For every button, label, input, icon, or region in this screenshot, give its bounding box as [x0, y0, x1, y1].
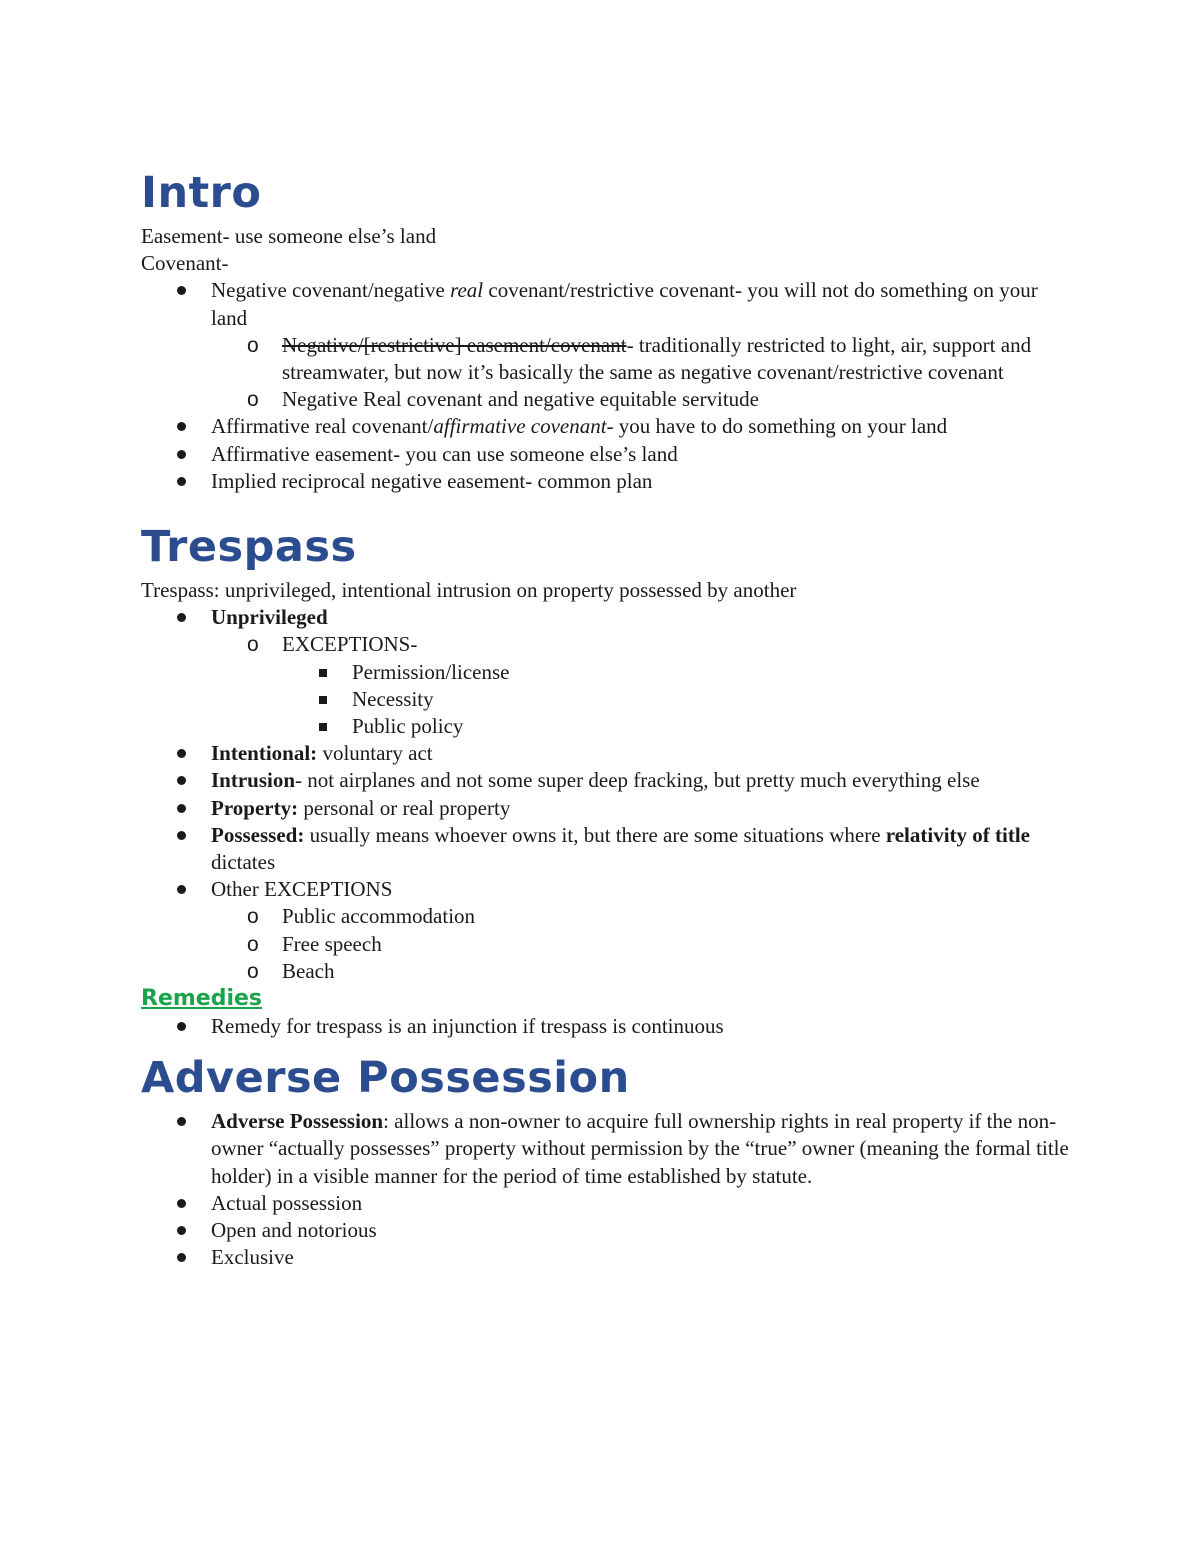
list-item: Remedy for trespass is an injunction if trespass is continuous [141, 1013, 1071, 1040]
list-item: Open and notorious [141, 1217, 1071, 1244]
square-bullet-icon [319, 669, 327, 677]
heading-adverse-possession: Adverse Possession [141, 1053, 630, 1104]
list-item: Property: personal or real property [141, 795, 1071, 822]
bullet-icon [177, 1226, 186, 1235]
list-item: Possessed: usually means whoever owns it, but there are some situations where relativity of title dictates [141, 822, 1071, 876]
bullet-icon [177, 613, 186, 622]
list-item: Exclusive [141, 1244, 1071, 1271]
list-item: o Free speech [141, 931, 1071, 958]
heading-intro: Intro [141, 168, 262, 218]
list-item: Affirmative easement- you can use someone else’s land [141, 441, 1071, 468]
heading-trespass: Trespass [141, 522, 357, 573]
document-content [141, 163, 1071, 1272]
list-item: Intrusion- not airplanes and not some super deep fracking, but pretty much everything else [141, 767, 1071, 794]
circle-bullet-icon: o [247, 333, 259, 357]
circle-bullet-icon: o [247, 633, 259, 657]
covenant-line: Covenant- [141, 251, 229, 276]
list-item: Affirmative real covenant/affirmative covenant- you have to do something on your land [141, 413, 1071, 440]
list-item: o Public accommodation [141, 903, 1071, 930]
bullet-icon [177, 1199, 186, 1208]
bullet-icon [177, 749, 186, 758]
bullet-icon [177, 1117, 186, 1126]
easement-line: Easement- use someone else’s land [141, 224, 437, 248]
bullet-icon [177, 885, 186, 894]
list-item: Implied reciprocal negative easement- common plan [141, 468, 1071, 495]
trespass-definition: Trespass: unprivileged, intentional intrusion on property possessed by another [141, 578, 797, 603]
list-item: o Negative/[restrictive] easement/covenant- traditionally restricted to light, air, support and streamwater, but now it’s basically the same as negative covenant/restrictive covenant [247, 332, 1032, 385]
list-item: o Beach [141, 958, 1071, 985]
circle-bullet-icon: o [247, 932, 259, 956]
list-item: Other EXCEPTIONS [141, 876, 1071, 903]
bullet-icon [177, 450, 186, 459]
circle-bullet-icon: o [247, 388, 259, 412]
list-item: Necessity [141, 686, 1071, 713]
list-item: o EXCEPTIONS- [141, 631, 1071, 658]
bullet-icon [177, 1253, 186, 1262]
covenant-list [141, 277, 1071, 495]
bullet-icon [177, 776, 186, 785]
list-item: Unprivileged [141, 604, 1071, 631]
list-item: Negative covenant/negative real covenant/restrictive covenant- you will not do something on your land [141, 277, 1071, 331]
remedies-list [141, 1013, 1071, 1040]
circle-bullet-icon: o [247, 959, 259, 983]
list-item: Actual possession [141, 1190, 1071, 1217]
square-bullet-icon [319, 696, 327, 704]
list-item: Intentional: voluntary act [141, 740, 1071, 767]
adverse-list [141, 1108, 1071, 1271]
bullet-icon [177, 1022, 186, 1031]
list-item: o Negative Real covenant and negative equitable servitude [141, 386, 1071, 413]
list-item: Permission/license [141, 659, 1071, 686]
trespass-list [141, 604, 1071, 985]
list-item: Adverse Possession: allows a non-owner to acquire full ownership rights in real property if the non-owner “actually possesses” property without permission by the “true” owner (meaning the formal title holder) in a visible manner for the period of time established by statute. [141, 1108, 1071, 1190]
bullet-icon [177, 477, 186, 486]
heading-remedies: Remedies [141, 986, 263, 1012]
bullet-icon [177, 831, 186, 840]
square-bullet-icon [319, 723, 327, 731]
list-item: Public policy [141, 713, 1071, 740]
bullet-icon [177, 286, 186, 295]
bullet-icon [177, 422, 186, 431]
bullet-icon [177, 804, 186, 813]
circle-bullet-icon: o [247, 905, 259, 929]
